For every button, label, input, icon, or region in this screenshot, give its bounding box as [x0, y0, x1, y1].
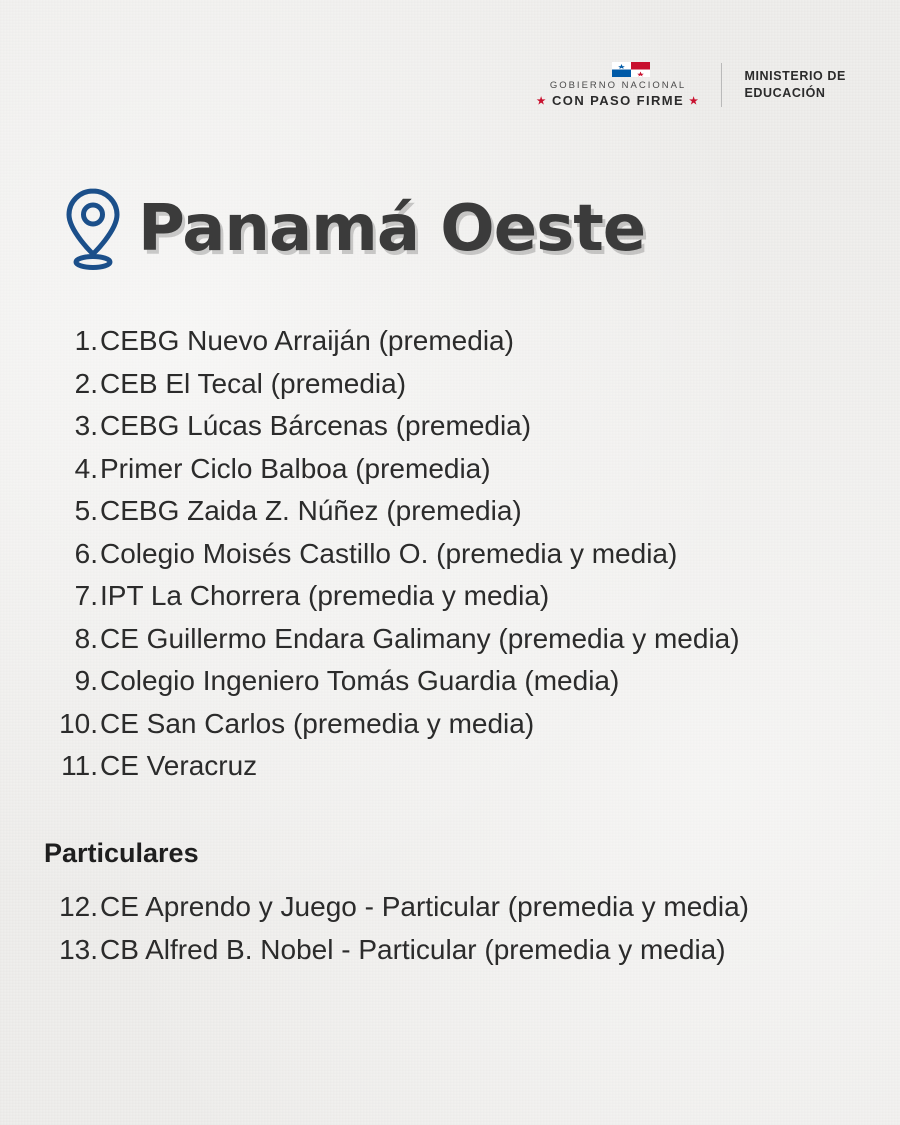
- list-item-number: 6.: [74, 537, 98, 569]
- list-item-label: CEB El Tecal (premedia): [100, 367, 407, 399]
- page-title: Panamá Oeste: [138, 192, 646, 266]
- list-item-label: Colegio Moisés Castillo O. (premedia y media): [100, 537, 678, 569]
- gov-slogan-bottom: ★ CON PASO FIRME ★: [536, 92, 700, 108]
- list-item-number: 8.: [74, 622, 98, 654]
- list-item: [0, 745, 900, 788]
- list-item-label: CE Aprendo y Juego - Particular (premedia y media): [100, 891, 749, 922]
- list-item: [0, 660, 900, 703]
- panama-flag-icon: [612, 62, 650, 77]
- list-item-number: 5.: [74, 495, 98, 527]
- gov-slogan-top: GOBIERNO NACIONAL: [549, 80, 687, 91]
- header: [537, 62, 846, 108]
- header-divider: [721, 63, 722, 107]
- ministry-label: [744, 68, 846, 102]
- list-item: [0, 320, 900, 363]
- ministry-line-2: EDUCACIÓN: [744, 85, 826, 100]
- list-item-number: 10.: [59, 707, 98, 739]
- list-item-number: 7.: [74, 580, 98, 612]
- list-item: [0, 533, 900, 576]
- list-item: [0, 490, 900, 533]
- list-item-label: Colegio Ingeniero Tomás Guardia (media): [100, 665, 620, 697]
- list-item-label: Primer Ciclo Balboa (premedia): [100, 452, 491, 484]
- list-item: [0, 575, 900, 618]
- ministry-line-1: MINISTERIO DE: [744, 68, 846, 83]
- list-item: [0, 448, 900, 491]
- list-item-label: CEBG Lúcas Bárcenas (premedia): [100, 410, 532, 442]
- list-item-number: 13.: [59, 933, 98, 965]
- school-list: [0, 320, 900, 788]
- list-item: [0, 405, 900, 448]
- list-item-number: 9.: [74, 665, 98, 697]
- list-item-label: CEBG Nuevo Arraiján (premedia): [100, 325, 514, 356]
- list-item: [0, 618, 900, 661]
- list-item-label: CB Alfred B. Nobel - Particular (premedia y media): [100, 933, 726, 965]
- list-item-label: CEBG Zaida Z. Núñez (premedia): [100, 495, 522, 527]
- government-logo: [537, 62, 700, 108]
- list-item-label: IPT La Chorrera (premedia y media): [100, 580, 550, 612]
- list-item-number: 4.: [74, 452, 98, 484]
- particulares-list: [0, 886, 900, 971]
- list-item-number: 11.: [61, 750, 98, 782]
- list-item: [0, 886, 900, 929]
- list-item-label: CE Guillermo Endara Galimany (premedia y media): [100, 622, 740, 654]
- star-icon-right: ★: [689, 95, 700, 107]
- list-item: [0, 703, 900, 746]
- list-item-number: 1.: [74, 325, 98, 356]
- list-item-number: 12.: [59, 891, 98, 922]
- location-pin-icon: [62, 186, 124, 272]
- list-item-label: CE Veracruz: [100, 750, 258, 782]
- section-heading-particulares: Particulares: [44, 838, 199, 868]
- list-item-label: CE San Carlos (premedia y media): [100, 707, 535, 739]
- title-row: [62, 186, 645, 272]
- list-item: [0, 929, 900, 972]
- list-item: [0, 363, 900, 406]
- list-item-number: 3.: [74, 410, 98, 442]
- list-item-number: 2.: [74, 367, 98, 399]
- star-icon-left: ★: [536, 95, 547, 107]
